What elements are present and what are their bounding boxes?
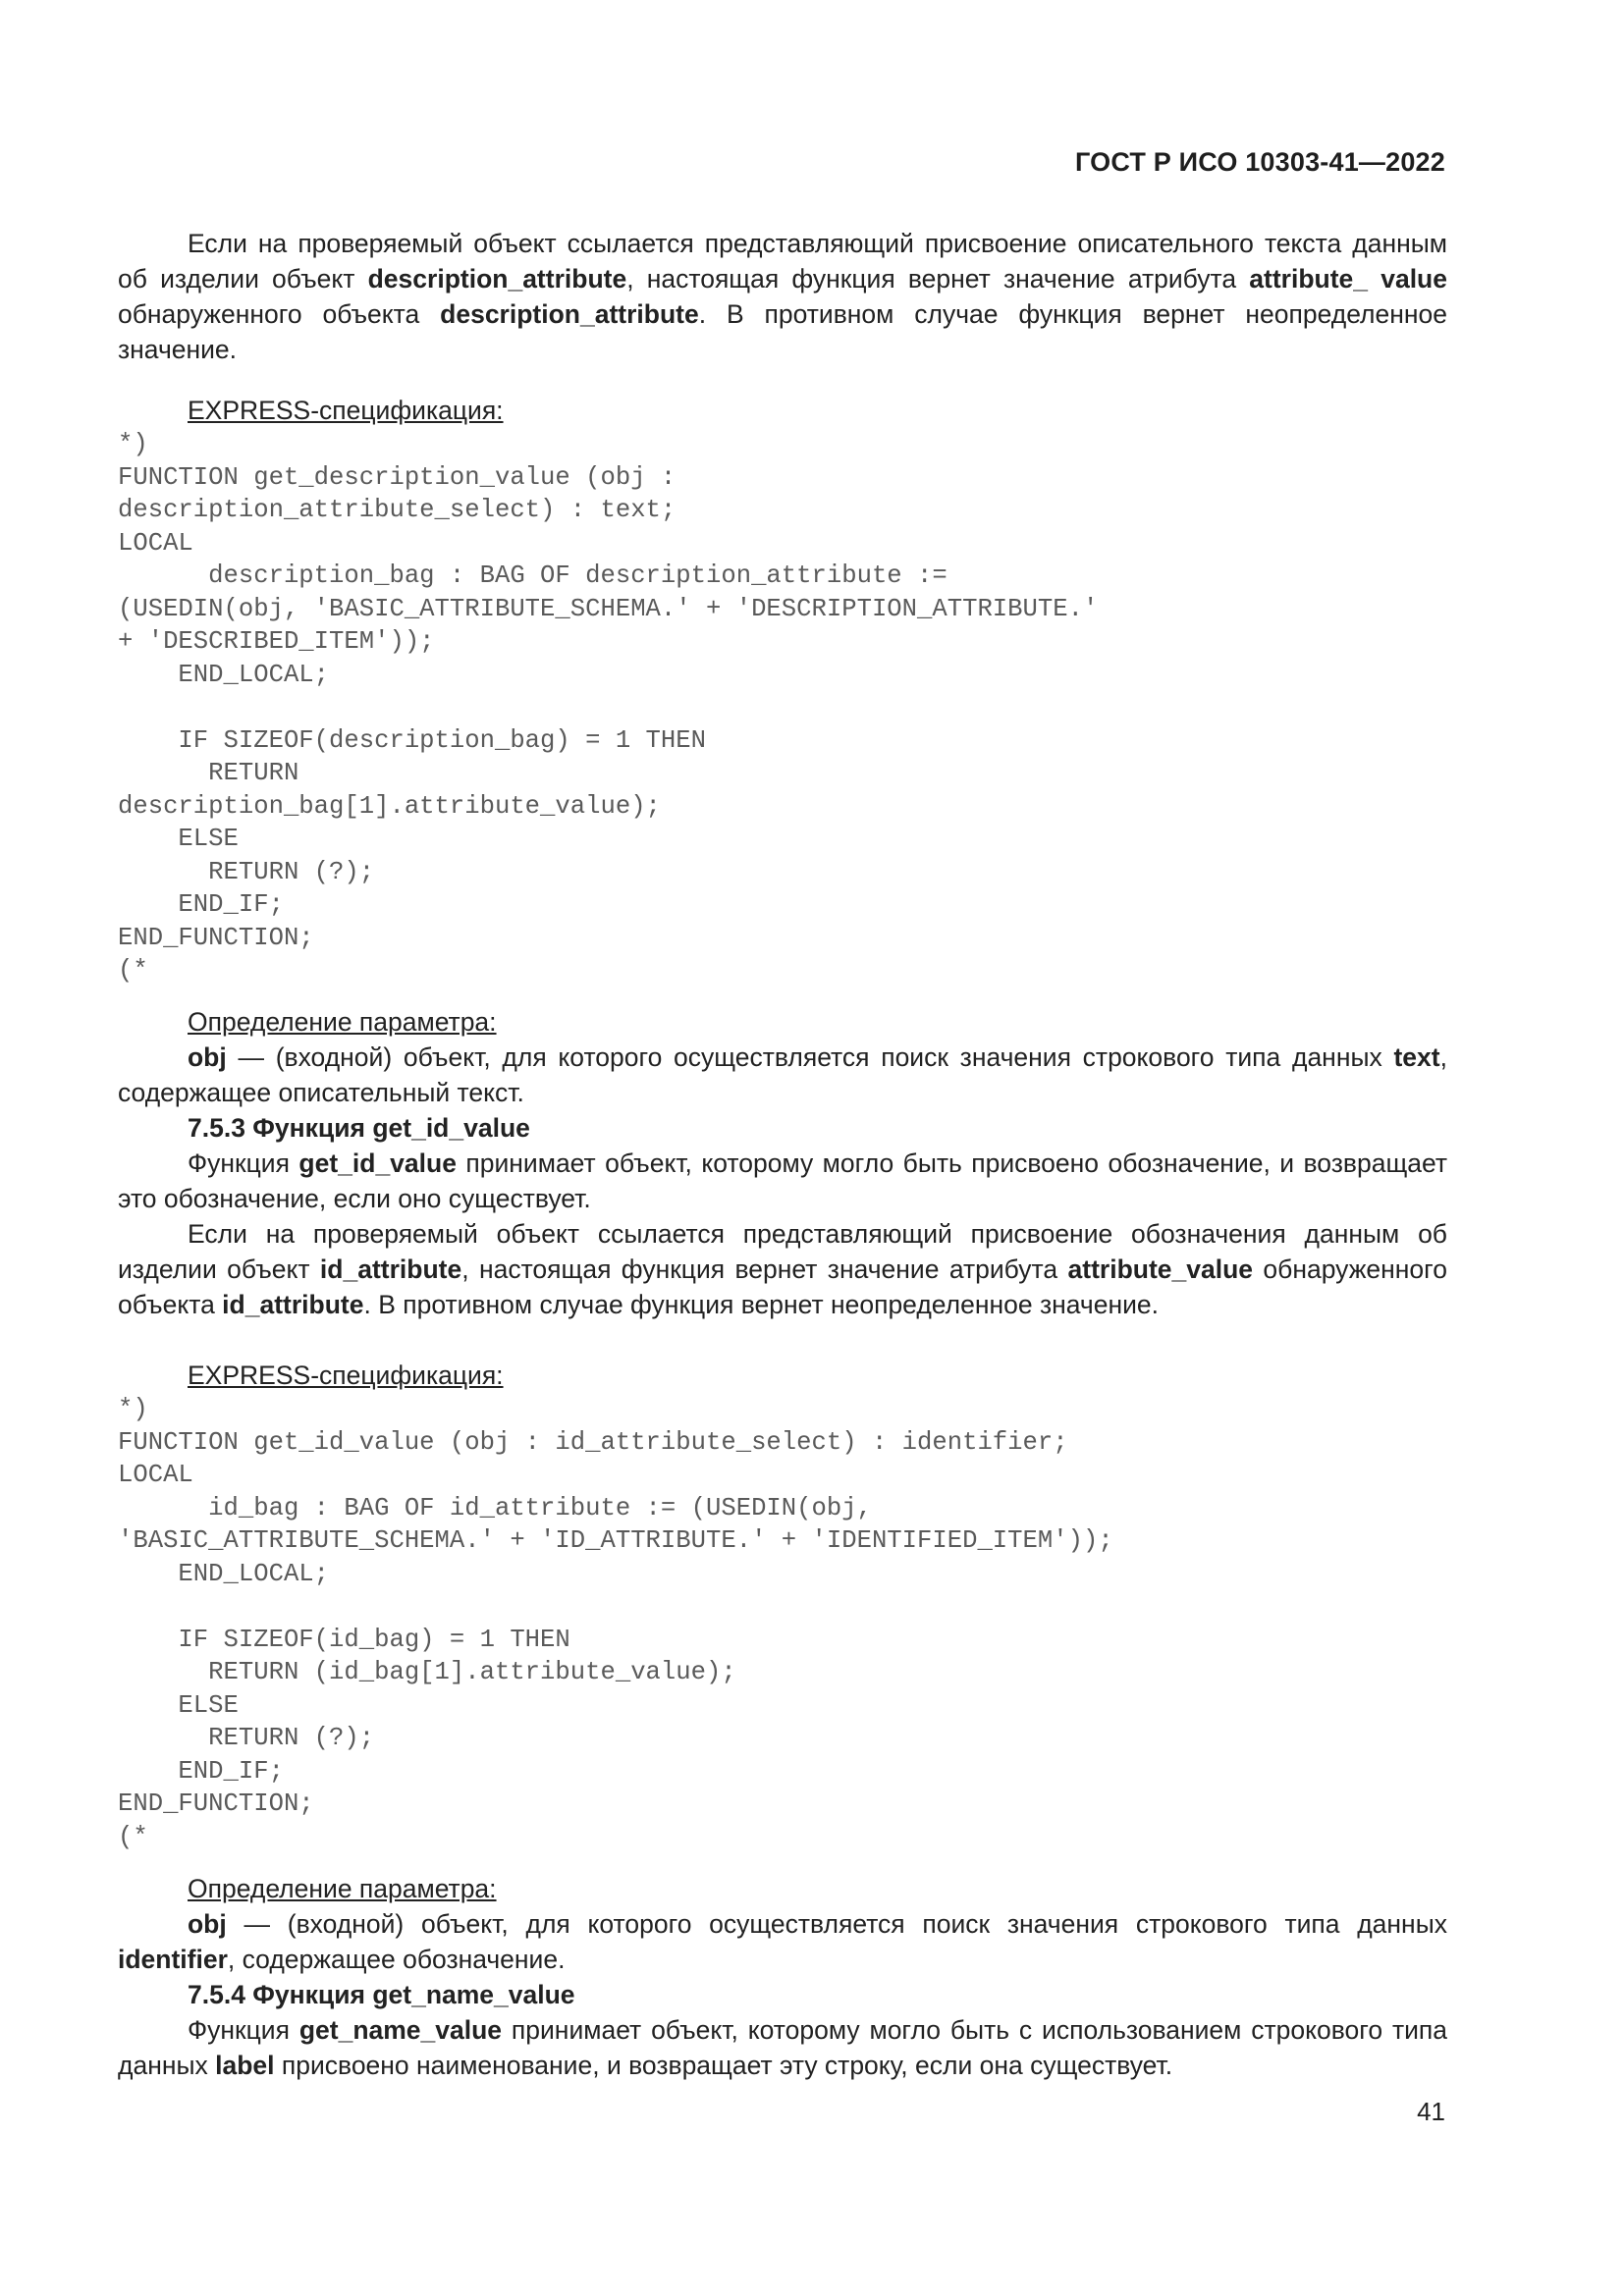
section-heading-7-5-4: 7.5.4 Функция get_name_value <box>188 1980 575 2009</box>
parameter-definition-label: Определение параметра: <box>188 1874 497 1903</box>
parameter-definition-label: Определение параметра: <box>188 1007 497 1037</box>
express-spec-block-1 <box>118 393 1447 988</box>
parameter-description: obj — (входной) объект, для которого осуществляется поиск значения строкового типа данных identifier, содержащее обозначение. <box>118 1909 1447 1974</box>
paragraph-get-id-value-intro: Функция get_id_value принимает объект, которому могло быть присвоено обозначение, и возвращает это обозначение, если оно существует. <box>118 1148 1447 1213</box>
parameter-definition-2 <box>118 1871 1447 2083</box>
code-listing-get-id-value: *) FUNCTION get_id_value (obj : id_attribute_select) : identifier; LOCAL id_bag : BAG OF id_attribute := (USEDIN(obj, 'BASIC_ATTRIBUTE_SCHEMA.' + 'ID_ATTRIBUTE.' + 'IDENTIFIED_ITEM')); END_LOCAL; IF SIZEOF(id_bag) = 1 THEN RETURN (id_bag[1].attribute_value); ELSE RETURN (?); END_IF; END_FUNCTION; (* <box>118 1395 1113 1851</box>
parameter-description: obj — (входной) объект, для которого осуществляется поиск значения строкового типа данных text, содержащее описательный текст. <box>118 1042 1447 1107</box>
code-listing-get-description-value: *) FUNCTION get_description_value (obj : description_attribute_select) : text; LOCAL description_bag : BAG OF description_attribute := (USEDIN(obj, 'BASIC_ATTRIBUTE_SCHEMA.' + 'DESCRIPTION_ATTRIBUTE.' + 'DESCRIBED_ITEM')); END_LOCAL; IF SIZEOF(description_bag) = 1 THEN RETURN description_bag[1].attribute_value); ELSE RETURN (?); END_IF; END_FUNCTION; (* <box>118 430 1099 985</box>
section-heading-7-5-3: 7.5.3 Функция get_id_value <box>188 1113 530 1143</box>
page-number: 41 <box>1417 2097 1445 2126</box>
paragraph-get-id-value-detail: Если на проверяемый объект ссылается представляющий присвоение обозначения данным об изделии объект id_attribute, настоящая функция вернет значение атрибута attribute_value обнаруженного объекта id_attribute. В противном случае функция вернет неопределенное значение. <box>118 1219 1447 1319</box>
document-header: ГОСТ Р ИСО 10303-41—2022 <box>1075 147 1445 177</box>
paragraph-get-name-value-intro: Функция get_name_value принимает объект, которому могло быть с использованием строкового типа данных label присвоено наименование, и возвращает эту строку, если она существует. <box>118 2015 1447 2080</box>
paragraph-description: Если на проверяемый объект ссылается представляющий присвоение описательного текста данным об изделии объект description_attribute, настоящая функция вернет значение атрибута attribute_ value обнаруженного объекта description_attribute. В противном случае функция вернет неопределенное значение. <box>118 229 1447 364</box>
express-spec-label: EXPRESS-спецификация: <box>188 396 504 425</box>
parameter-definition-1 <box>118 1004 1447 1322</box>
express-spec-label: EXPRESS-спецификация: <box>188 1361 504 1390</box>
express-spec-block-2 <box>118 1358 1447 1853</box>
section-description-value <box>118 226 1447 367</box>
